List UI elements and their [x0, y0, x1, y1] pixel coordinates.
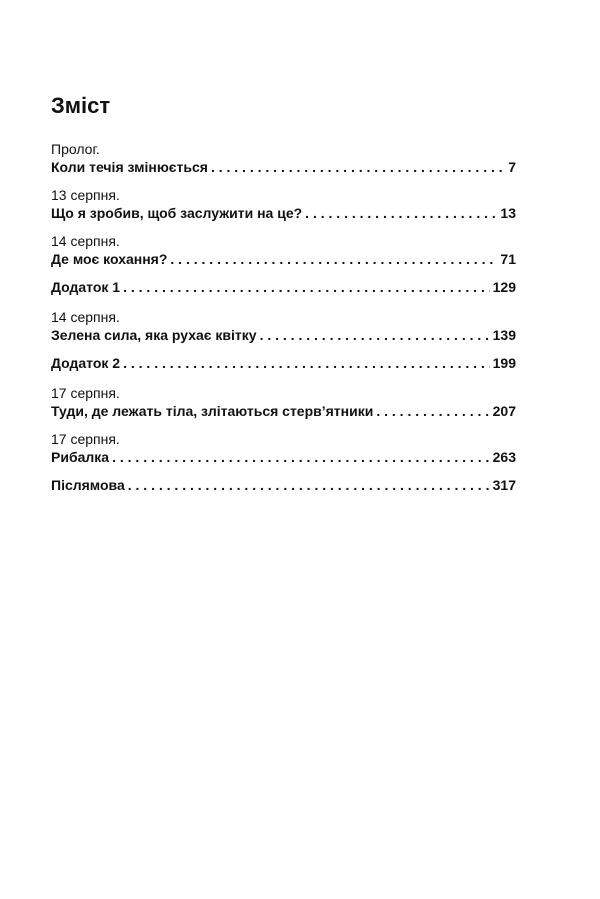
toc-entry-row[interactable]	[51, 204, 516, 222]
toc-entry-page: 71	[500, 251, 516, 267]
toc-entry-row[interactable]	[51, 326, 516, 344]
toc-entry-date: 14 серпня.	[51, 309, 120, 325]
toc-entry-page: 317	[492, 477, 516, 493]
toc-entry	[51, 430, 516, 466]
dot-leader	[112, 448, 490, 466]
toc-entry-title: Де моє кохання?	[51, 251, 168, 267]
toc-entry-row[interactable]	[51, 476, 516, 494]
toc-entry	[51, 186, 516, 222]
toc-entry-date: 14 серпня.	[51, 233, 120, 249]
toc-entry-date: Пролог.	[51, 141, 100, 157]
toc-entry-page: 13	[500, 205, 516, 221]
toc-entry	[51, 354, 516, 372]
toc-list	[51, 140, 516, 494]
dot-leader	[376, 402, 489, 420]
toc-entry	[51, 140, 516, 176]
toc-entry-row[interactable]	[51, 402, 516, 420]
dot-leader	[123, 278, 490, 296]
toc-entry-row[interactable]	[51, 278, 516, 296]
dot-leader	[128, 476, 490, 494]
dot-leader	[170, 250, 497, 268]
toc-entry-title: Післямова	[51, 477, 125, 493]
toc-entry-title: Туди, де лежать тіла, злітаються стерв’ятники	[51, 403, 374, 419]
toc-entry	[51, 232, 516, 268]
toc-entry-title: Додаток 2	[51, 355, 121, 371]
table-of-contents	[51, 92, 516, 506]
toc-entry-date: 17 серпня.	[51, 385, 120, 401]
toc-entry-date: 17 серпня.	[51, 431, 120, 447]
page-title: Зміст	[51, 93, 111, 118]
dot-leader	[123, 354, 490, 372]
toc-entry-row[interactable]	[51, 158, 516, 176]
toc-entry-page: 263	[492, 449, 516, 465]
toc-entry-title: Рибалка	[51, 449, 110, 465]
dot-leader	[260, 326, 490, 344]
toc-entry-page: 7	[508, 159, 516, 175]
toc-entry	[51, 384, 516, 420]
toc-entry-title: Зелена сила, яка рухає квітку	[51, 327, 257, 343]
toc-entry	[51, 278, 516, 296]
toc-entry-title: Додаток 1	[51, 279, 121, 295]
toc-entry	[51, 308, 516, 344]
toc-entry-title: Що я зробив, щоб заслужити на це?	[51, 205, 303, 221]
dot-leader	[305, 204, 497, 222]
toc-entry-row[interactable]	[51, 354, 516, 372]
dot-leader	[211, 158, 505, 176]
toc-entry	[51, 476, 516, 494]
toc-entry-title: Коли течія змінюється	[51, 159, 208, 175]
toc-entry-page: 139	[492, 327, 516, 343]
toc-entry-row[interactable]	[51, 250, 516, 268]
toc-entry-row[interactable]	[51, 448, 516, 466]
toc-entry-page: 199	[492, 355, 516, 371]
toc-entry-page: 207	[492, 403, 516, 419]
toc-entry-page: 129	[492, 279, 516, 295]
toc-entry-date: 13 серпня.	[51, 187, 120, 203]
